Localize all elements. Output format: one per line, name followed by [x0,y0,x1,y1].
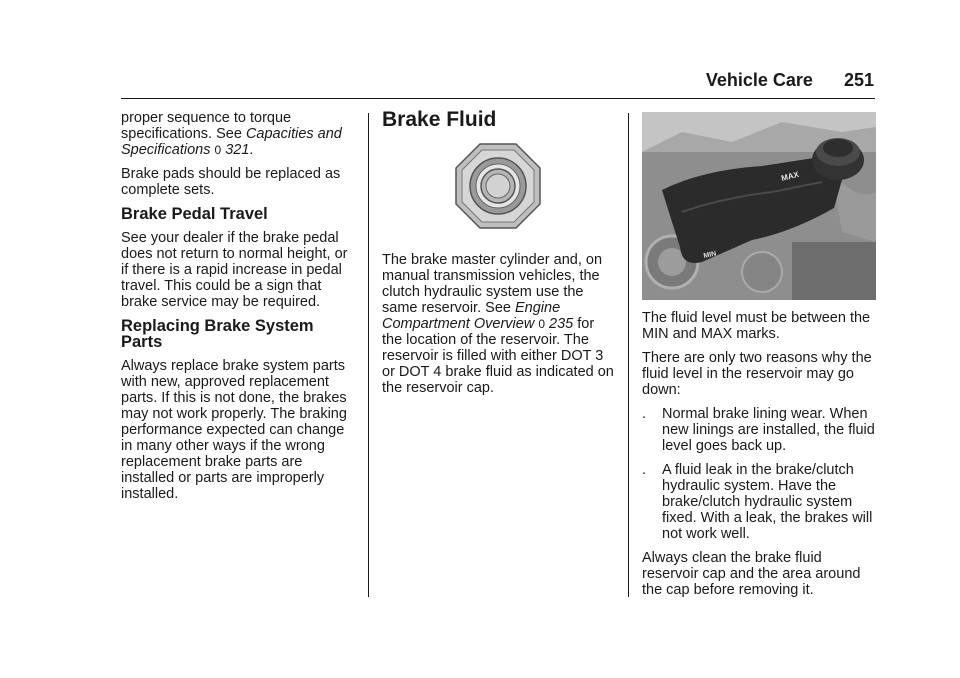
page-ref-icon: 0 [538,317,546,331]
header-rule [121,98,875,99]
page-header [0,70,874,91]
bullet-mark: . [642,406,647,422]
min-mark-label: MIN [702,250,717,260]
column-right [642,112,876,606]
page-number: 251 [843,70,874,90]
column-divider [628,113,629,597]
heading-replacing-parts: Replacing Brake System Parts [121,317,314,351]
brake-reservoir-photo [642,112,876,300]
paragraph: Brake pads should be replaced as complete sets. [121,166,341,198]
cross-reference-link[interactable]: Capacities and Specifications 0 321 [121,126,342,158]
paragraph: proper sequence to torque specifications. See Capacities and Specifications 0 321. [121,110,342,158]
paragraph: The brake master cylinder and, on manual transmission vehicles, the clutch hydraulic system use the same reservoir. See Engine Compartment Overview 0 235 for the location of the reservoir. The reservoir is filled with either DOT 3 or DOT 4 brake fluid as indicated on the reservoir cap. [382,252,614,396]
max-mark-label: MAX [780,169,800,183]
section-title: Vehicle Care [705,70,813,90]
cross-reference-link[interactable]: Engine Compartment Overview 0 235 [382,300,574,332]
page-ref-icon: 0 [214,143,222,157]
paragraph: See your dealer if the brake pedal does not return to normal height, or if there is a rapid increase in pedal travel. This could be a sign that brake service may be required. [121,230,348,310]
list-item: . A fluid leak in the brake/clutch hydraulic system. Have the brake/clutch hydraulic system fixed. With a leak, the brakes will not work well. [642,462,873,542]
list-item: . Normal brake lining wear. When new linings are installed, the fluid level goes back up. [642,406,875,454]
brake-fluid-cap-icon [454,142,542,230]
column-middle [382,108,618,404]
column-divider [368,113,369,597]
paragraph: Always replace brake system parts with new, approved replacement parts. If this is not done, the brakes may not work properly. The braking performance expected can change in many other ways if the wrong replacement brake parts are installed or parts are improperly installed. [121,358,347,502]
bullet-mark: . [642,462,647,478]
paragraph: Always clean the brake fluid reservoir cap and the area around the cap before removing it. [642,550,861,598]
heading-brake-fluid: Brake Fluid [382,108,497,131]
column-left [121,110,357,510]
paragraph: The fluid level must be between the MIN and MAX marks. [642,310,871,342]
paragraph: There are only two reasons why the fluid level in the reservoir may go down: [642,350,872,398]
brake-fluid-symbol [382,142,618,240]
heading-brake-pedal-travel: Brake Pedal Travel [121,205,268,223]
